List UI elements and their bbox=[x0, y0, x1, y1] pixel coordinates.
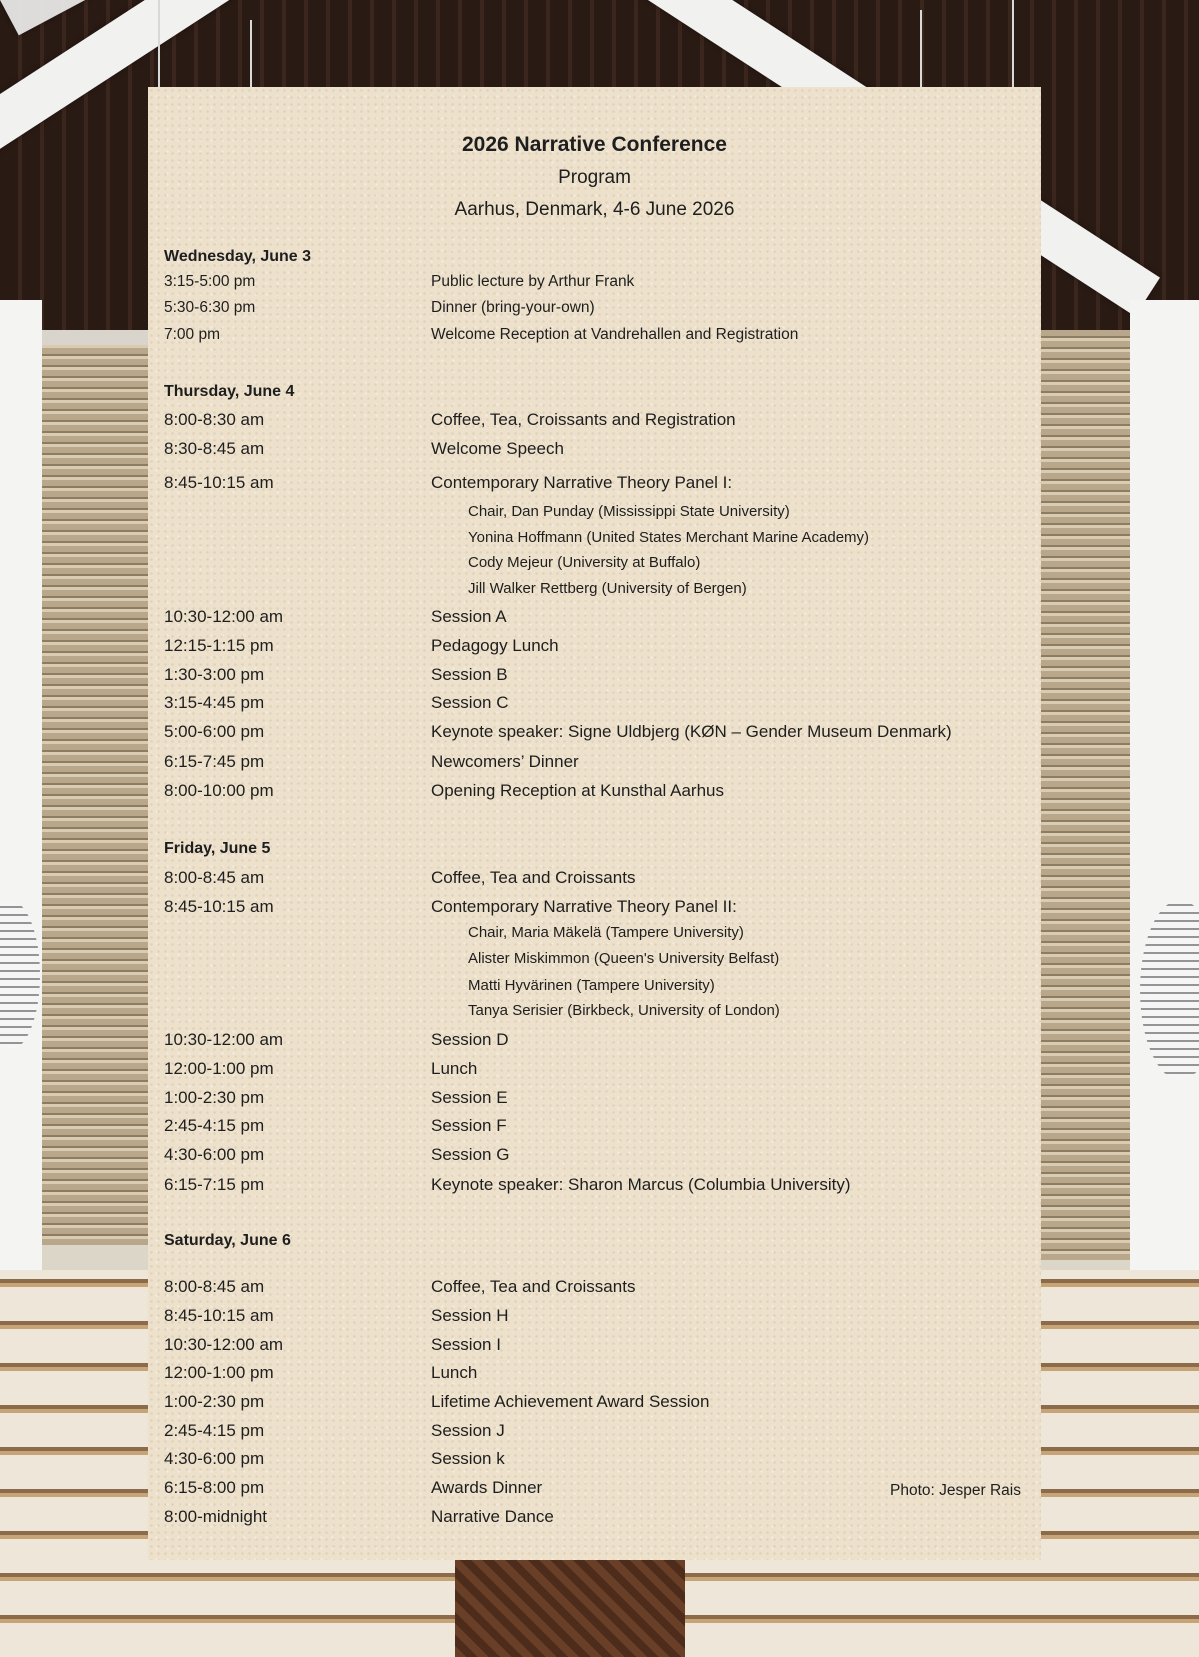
panel-member: Chair, Maria Mäkelä (Tampere University) bbox=[468, 924, 744, 941]
cable bbox=[1012, 0, 1014, 90]
event-time: 5:00-6:00 pm bbox=[164, 722, 265, 741]
event-activity: Contemporary Narrative Theory Panel I: bbox=[431, 473, 733, 492]
event-activity: Session A bbox=[431, 607, 507, 626]
event-time: 12:00-1:00 pm bbox=[164, 1363, 274, 1382]
day-heading: Wednesday, June 3 bbox=[164, 248, 312, 265]
event-activity: Keynote speaker: Sharon Marcus (Columbia University) bbox=[431, 1175, 851, 1194]
panel-member: Jill Walker Rettberg (University of Bergen) bbox=[468, 580, 747, 597]
program-sheet bbox=[148, 87, 1041, 1560]
event-time: 6:15-8:00 pm bbox=[164, 1478, 265, 1497]
event-activity: Coffee, Tea and Croissants bbox=[431, 868, 636, 887]
event-activity: Contemporary Narrative Theory Panel II: bbox=[431, 897, 737, 916]
page-subtitle: Program bbox=[558, 167, 631, 188]
event-activity: Awards Dinner bbox=[431, 1478, 543, 1497]
panel-member: Tanya Serisier (Birkbeck, University of London) bbox=[468, 1002, 780, 1019]
event-activity: Session G bbox=[431, 1145, 510, 1164]
event-activity: Public lecture by Arthur Frank bbox=[431, 273, 635, 290]
event-activity: Coffee, Tea, Croissants and Registration bbox=[431, 410, 736, 429]
event-activity: Session J bbox=[431, 1421, 505, 1440]
event-activity: Coffee, Tea and Croissants bbox=[431, 1277, 636, 1296]
event-time: 2:45-4:15 pm bbox=[164, 1116, 265, 1135]
event-time: 12:00-1:00 pm bbox=[164, 1059, 274, 1078]
photo-credit: Photo: Jesper Rais bbox=[890, 1482, 1021, 1499]
event-time: 8:45-10:15 am bbox=[164, 1306, 274, 1325]
event-time: 8:00-10:00 pm bbox=[164, 781, 274, 800]
page-title: 2026 Narrative Conference bbox=[462, 133, 727, 156]
event-time: 8:45-10:15 am bbox=[164, 473, 274, 492]
aisle-floor bbox=[455, 1560, 685, 1657]
event-time: 8:00-midnight bbox=[164, 1507, 268, 1526]
event-activity: Newcomers’ Dinner bbox=[431, 752, 579, 771]
brick-wall-left bbox=[40, 345, 150, 1245]
event-time: 10:30-12:00 am bbox=[164, 1030, 284, 1049]
event-activity: Opening Reception at Kunsthal Aarhus bbox=[431, 781, 724, 800]
event-time: 2:45-4:15 pm bbox=[164, 1421, 265, 1440]
event-activity: Lifetime Achievement Award Session bbox=[431, 1392, 710, 1411]
event-activity: Lunch bbox=[431, 1059, 478, 1078]
event-time: 8:00-8:45 am bbox=[164, 868, 265, 887]
event-activity: Welcome Speech bbox=[431, 439, 564, 458]
event-activity: Welcome Reception at Vandrehallen and Registration bbox=[431, 326, 799, 343]
event-time: 4:30-6:00 pm bbox=[164, 1145, 265, 1164]
event-activity: Narrative Dance bbox=[431, 1507, 554, 1526]
event-time: 6:15-7:45 pm bbox=[164, 752, 265, 771]
event-activity: Session C bbox=[431, 693, 509, 712]
event-activity: Session B bbox=[431, 665, 508, 684]
event-activity: Pedagogy Lunch bbox=[431, 636, 559, 655]
pillar-left bbox=[0, 300, 42, 1310]
event-time: 10:30-12:00 am bbox=[164, 1335, 284, 1354]
event-time: 6:15-7:15 pm bbox=[164, 1175, 265, 1194]
panel-member: Chair, Dan Punday (Mississippi State University) bbox=[468, 503, 790, 520]
event-time: 3:15-5:00 pm bbox=[164, 273, 256, 290]
event-time: 1:00-2:30 pm bbox=[164, 1392, 265, 1411]
event-time: 8:30-8:45 am bbox=[164, 439, 265, 458]
cable bbox=[920, 10, 922, 90]
event-time: 5:30-6:30 pm bbox=[164, 299, 256, 316]
event-time: 8:00-8:45 am bbox=[164, 1277, 265, 1296]
event-activity: Session F bbox=[431, 1116, 507, 1135]
day-heading: Saturday, June 6 bbox=[164, 1232, 291, 1249]
event-time: 10:30-12:00 am bbox=[164, 607, 284, 626]
event-activity: Lunch bbox=[431, 1363, 478, 1382]
event-time: 1:30-3:00 pm bbox=[164, 665, 265, 684]
event-activity: Session D bbox=[431, 1030, 509, 1049]
event-activity: Session E bbox=[431, 1088, 508, 1107]
event-location: Aarhus, Denmark, 4-6 June 2026 bbox=[454, 199, 735, 220]
panel-member: Matti Hyvärinen (Tampere University) bbox=[468, 977, 715, 994]
event-activity: Session H bbox=[431, 1306, 509, 1325]
event-time: 8:45-10:15 am bbox=[164, 897, 274, 916]
cable bbox=[250, 20, 252, 90]
brick-wall-right bbox=[1040, 330, 1130, 1260]
event-time: 8:00-8:30 am bbox=[164, 410, 265, 429]
event-time: 7:00 pm bbox=[164, 326, 221, 343]
cable bbox=[158, 0, 160, 90]
event-time: 12:15-1:15 pm bbox=[164, 636, 274, 655]
day-heading: Thursday, June 4 bbox=[164, 383, 295, 400]
panel-member: Yonina Hoffmann (United States Merchant Marine Academy) bbox=[468, 529, 870, 546]
pillar-right bbox=[1130, 300, 1199, 1310]
event-time: 4:30-6:00 pm bbox=[164, 1449, 265, 1468]
day-heading: Friday, June 5 bbox=[164, 840, 271, 857]
event-time: 3:15-4:45 pm bbox=[164, 693, 265, 712]
event-activity: Session k bbox=[431, 1449, 505, 1468]
panel-member: Cody Mejeur (University at Buffalo) bbox=[468, 554, 701, 571]
event-activity: Keynote speaker: Signe Uldbjerg (KØN – Gender Museum Denmark) bbox=[431, 722, 952, 741]
event-activity: Dinner (bring-your-own) bbox=[431, 299, 595, 316]
event-activity: Session I bbox=[431, 1335, 501, 1354]
event-time: 1:00-2:30 pm bbox=[164, 1088, 265, 1107]
panel-member: Alister Miskimmon (Queen's University Belfast) bbox=[468, 950, 780, 967]
